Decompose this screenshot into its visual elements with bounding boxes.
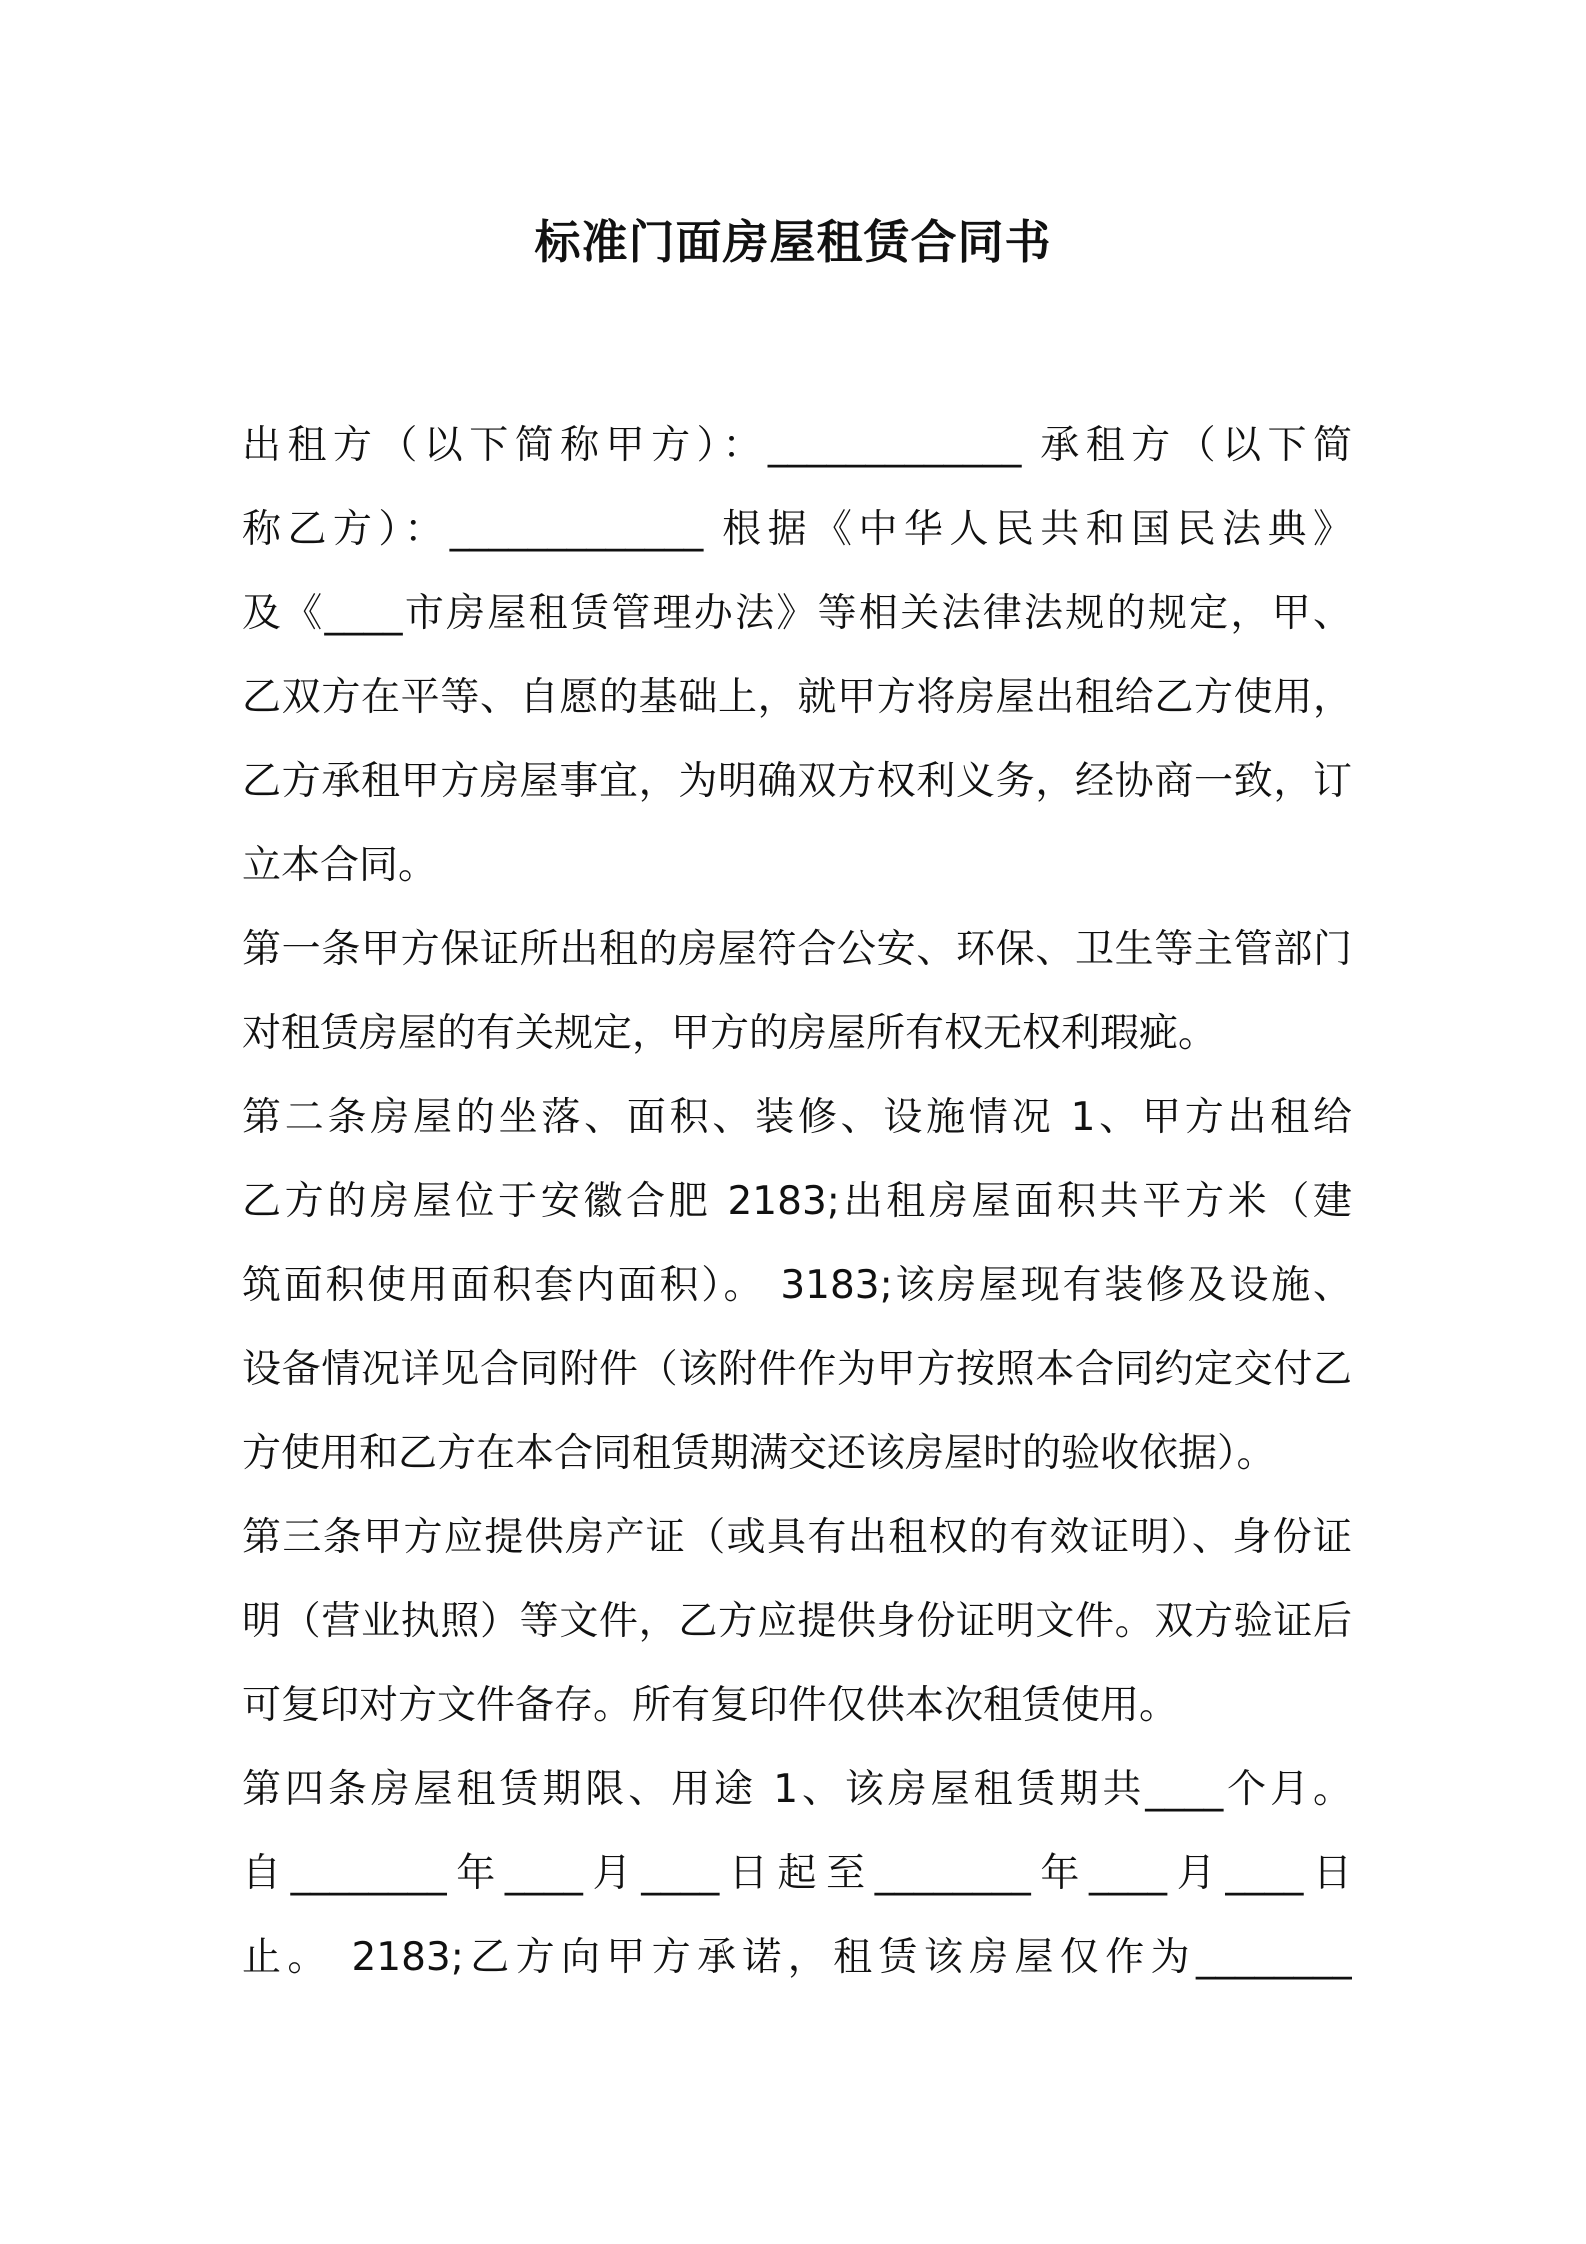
body-line: 出租方（以下简称甲方）：_____________ 承租方（以下简	[242, 423, 1352, 468]
body-line: 第二条房屋的坐落、面积、装修、设施情况 1、甲方出租给	[242, 1095, 1352, 1140]
body-line: 乙方承租甲方房屋事宜，为明确双方权利义务，经协商一致，订	[242, 759, 1352, 804]
document-title: 标准门面房屋租赁合同书	[534, 215, 1052, 269]
body-line: 对租赁房屋的有关规定，甲方的房屋所有权无权利瑕疵。	[242, 1011, 1218, 1056]
body-line: 称乙方）：_____________ 根据《中华人民共和国民法典》	[242, 507, 1352, 552]
document-body	[242, 404, 1352, 2000]
body-line: 方使用和乙方在本合同租赁期满交还该房屋时的验收依据）。	[242, 1431, 1276, 1476]
body-line: 立本合同。	[242, 843, 438, 888]
body-line: 第四条房屋租赁期限、用途 1、该房屋租赁期共____个月。	[242, 1767, 1352, 1812]
body-line: 及《____市房屋租赁管理办法》等相关法律法规的规定，甲、	[242, 591, 1352, 636]
body-line: 设备情况详见合同附件（该附件作为甲方按照本合同约定交付乙	[242, 1347, 1352, 1392]
body-line: 筑面积使用面积套内面积）。 3183;该房屋现有装修及设施、	[242, 1263, 1352, 1308]
body-line: 自________年____月____日起至________年____月____日	[242, 1851, 1352, 1896]
body-line: 止。 2183;乙方向甲方承诺，租赁该房屋仅作为________	[242, 1935, 1352, 1980]
body-line: 第三条甲方应提供房产证（或具有出租权的有效证明）、身份证	[242, 1515, 1352, 1560]
body-line: 乙方的房屋位于安徽合肥 2183;出租房屋面积共平方米（建	[242, 1179, 1352, 1224]
body-line: 明（营业执照）等文件，乙方应提供身份证明文件。双方验证后	[242, 1599, 1352, 1644]
body-line: 可复印对方文件备存。所有复印件仅供本次租赁使用。	[242, 1683, 1179, 1728]
body-line: 第一条甲方保证所出租的房屋符合公安、环保、卫生等主管部门	[242, 927, 1352, 972]
body-line: 乙双方在平等、自愿的基础上，就甲方将房屋出租给乙方使用，	[242, 675, 1352, 720]
